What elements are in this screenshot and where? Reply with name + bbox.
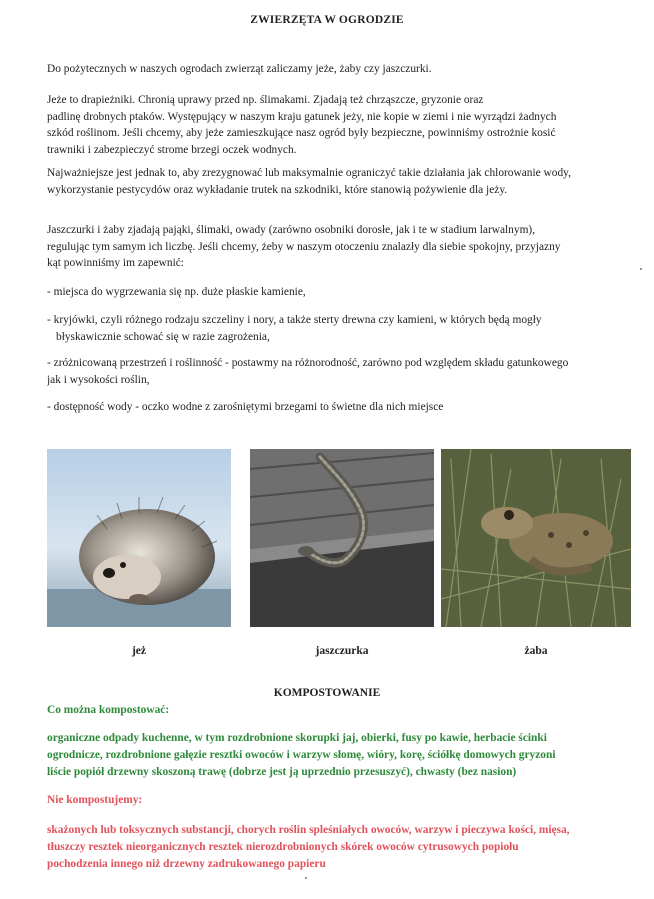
cannot-compost-heading: Nie kompostujemy: xyxy=(47,794,143,806)
text-line: padlinę drobnych ptaków. Występujący w naszym kraju gatunek jeży, nie kopie w ziemi i nie wyrządzi żadnych xyxy=(47,110,557,123)
can-compost-heading: Co można kompostować: xyxy=(47,704,170,716)
text-line: kąt powinniśmy im zapewnić: xyxy=(47,257,184,269)
photo-caption: jaszczurka xyxy=(315,645,369,657)
list-item xyxy=(47,355,647,388)
hedgehog-paragraph xyxy=(47,92,647,158)
text-line: - kryjówki, czyli różnego rodzaju szczeliny i nory, a także sterty drewna czy kamieni, w których będą mogły xyxy=(47,314,542,326)
hedgehog-photo xyxy=(47,449,231,627)
text-line: skażonych lub toksycznych substancji, chorych roślin spleśniałych owoców, warzyw i pieczywa kości, mięsa, xyxy=(47,824,570,836)
section-title: KOMPOSTOWANIE xyxy=(273,687,381,699)
list-item xyxy=(47,399,647,416)
photo-caption: żaba xyxy=(524,645,548,657)
lizard-photo xyxy=(250,449,434,627)
hedgehog-icon xyxy=(47,449,231,627)
scan-speck xyxy=(640,268,642,270)
cannot-compost-text xyxy=(47,822,647,873)
text-line: jak i wysokości roślin, xyxy=(47,373,150,386)
lizards-paragraph xyxy=(47,222,647,272)
lizard-icon xyxy=(250,449,434,627)
text-line: Jaszczurki i żaby zjadają pająki, ślimaki, owady (zarówno osobniki dorosłe, jak i te w stadium larwalnym), xyxy=(47,224,536,236)
can-compost-text xyxy=(47,730,647,781)
text-line: - miejsca do wygrzewania się np. duże płaskie kamienie, xyxy=(47,286,306,298)
text-line: liście popiół drzewny skoszoną trawę (dobrze jest ją uprzednio przesuszyć), chwasty (bez nasion) xyxy=(47,766,517,778)
text-line: Jeże to drapieżniki. Chronią uprawy przed np. ślimakami. Zjadają też chrząszcze, gryzonie oraz xyxy=(47,94,484,106)
list-item xyxy=(47,312,647,345)
text-line: - zróżnicowaną przestrzeń i roślinność - postawmy na różnorodność, zarówno pod względem składu gatunkowego xyxy=(47,357,569,369)
page-title: ZWIERZĘTA W OGRODZIE xyxy=(250,14,404,26)
text-line: pochodzenia innego niż drzewny zadrukowanego papieru xyxy=(47,858,326,870)
text-line: szkód roślinom. Jeśli chcemy, aby jeże zamieszkujące nasz ogród były bezpieczne, powinniśmy ostrożnie kosić xyxy=(47,127,556,139)
text-line: regulując tym samym ich liczbę. Jeśli chcemy, żeby w naszym otoczeniu znalazły dla siebie spokojny, przyjazny xyxy=(47,240,561,253)
text-line: trawniki i zabezpieczyć strome brzegi oczek wodnych. xyxy=(47,143,297,156)
frog-photo xyxy=(441,449,631,627)
intro-paragraph: Do pożytecznych w naszych ogrodach zwierząt zaliczamy jeże, żaby czy jaszczurki. xyxy=(47,63,432,75)
photo-caption: jeż xyxy=(131,645,147,657)
frog-icon xyxy=(441,449,631,627)
scan-speck xyxy=(305,877,307,879)
important-paragraph xyxy=(47,165,647,198)
text-line: błyskawicznie schować się w razie zagrożenia, xyxy=(56,330,270,343)
list-item xyxy=(47,284,647,301)
text-line: organiczne odpady kuchenne, w tym rozdrobnione skorupki jaj, obierki, fusy po kawie, herbacie ścinki xyxy=(47,732,547,744)
text-line: wykorzystanie pestycydów oraz wykładanie trutek na szkodniki, które stanowią pożywienie dla jeży. xyxy=(47,183,508,196)
text-line: Najważniejsze jest jednak to, aby zrezygnować lub maksymalnie ograniczyć takie działania jak chlorowanie wody, xyxy=(47,167,571,179)
text-line: - dostępność wody - oczko wodne z zarośniętymi brzegami to świetne dla nich miejsce xyxy=(47,401,444,413)
text-line: tłuszczy resztek nieorganicznych resztek nierozdrobnionych skórek owoców cytrusowych popiołu xyxy=(47,841,519,853)
text-line: ogrodnicze, rozdrobnione gałęzie resztki owoców i warzyw słomę, wióry, korę, ściółkę domowych gryzoni xyxy=(47,749,556,761)
